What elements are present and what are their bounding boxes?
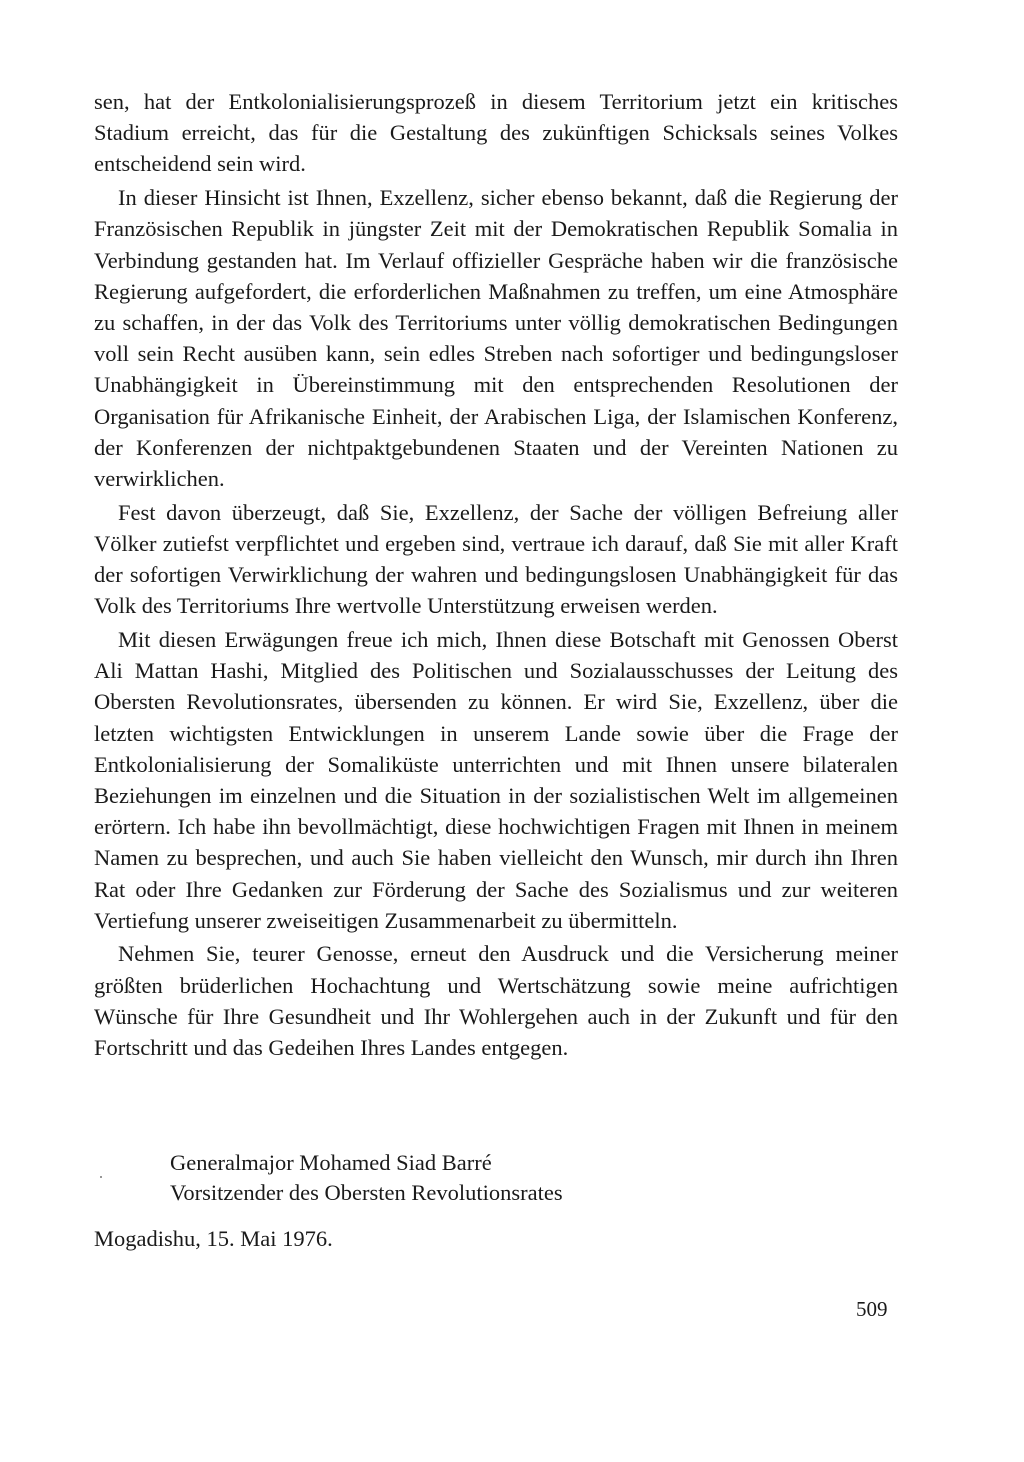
paragraph-closing: Nehmen Sie, teurer Genosse, erneut den Ausdruck und die Versicherung meiner größten brüderlichen Hochachtung und Wertschätzung sowie meine aufrichtigen Wünsche für Ihre Gesundheit und Ihr Wohlergehen auch in der Zukunft und für den Fortschritt und das Gedeihen Ihres Landes entgegen. — [94, 941, 898, 1061]
paragraph-france-talks: In dieser Hinsicht ist Ihnen, Exzellenz, sicher ebenso bekannt, daß die Regierung der Französischen Republik in jüngster Zeit mit der Demokratischen Republik Somalia in Verbindung gestanden hat. Im Verlauf offizieller Gespräche haben wir die französische Regierung aufgefordert, die erforderlichen Maßnahmen zu treffen, um eine Atmosphäre zu schaffen, in der das Volk des Territoriums unter völlig demokratischen Bedingungen voll sein Recht ausüben kann, sein edles Streben nach sofortiger und bedingungsloser Unabhängigkeit in Übereinstimmung mit den entsprechenden Resolutionen der Organisation für Afrikanische Einheit, der Arabischen Liga, der Islamischen Konferenz, der Konferenzen der nichtpaktgebundenen Staaten und der Vereinten Nationen zu verwirklichen. — [94, 185, 898, 491]
signature-block — [170, 1148, 870, 1208]
paragraph-envoy: Mit diesen Erwägungen freue ich mich, Ihnen diese Botschaft mit Genossen Oberst Ali Mattan Hashi, Mitglied des Politischen und Sozialausschusses der Leitung des Obersten Revolutionsrates, übersenden zu können. Er wird Sie, Exzellenz, über die letzten wichtigsten Entwicklungen in unserem Lande sowie über die Frage der Entkolonialisierung der Somaliküste unterrichten und mit Ihnen unsere bilateralen Beziehungen im einzelnen und die Situation in der sozialistischen Welt im allgemeinen erörtern. Ich habe ihn bevollmächtigt, diese hochwichtigen Fragen mit Ihnen in meinem Namen zu besprechen, und auch Sie haben vielleicht den Wunsch, mir durch ihn Ihren Rat oder Ihre Gedanken zur Förderung der Sache des Sozialismus und zur weiteren Vertiefung unserer zweiseitigen Zusammenarbeit zu übermitteln. — [94, 626, 898, 933]
signatory-title: Vorsitzender des Obersten Revolutionsrates — [170, 1180, 563, 1205]
signatory-name: Generalmajor Mohamed Siad Barré — [170, 1150, 492, 1175]
page-number: 509 — [856, 1297, 888, 1321]
place-and-date: Mogadishu, 15. Mai 1976. — [94, 1226, 333, 1251]
letter-body — [94, 86, 898, 1063]
paragraph-continuation: sen, hat der Entkolonialisierungsprozeß in diesem Territorium jetzt ein kritisches Stadium erreicht, das für die Gestaltung des zukünftigen Schicksals seines Volkes entscheidend sein wird. — [94, 89, 898, 177]
scan-speck — [100, 1176, 102, 1178]
paragraph-independence-support: Fest davon überzeugt, daß Sie, Exzellenz, der Sache der völligen Befreiung aller Völker zutiefst verpflichtet und ergeben sind, vertraue ich darauf, daß Sie mit aller Kraft der sofortigen Verwirklichung der wahren und bedingungslosen Unabhängigkeit für das Volk des Territoriums Ihre wertvolle Unterstützung erweisen werden. — [94, 499, 898, 619]
